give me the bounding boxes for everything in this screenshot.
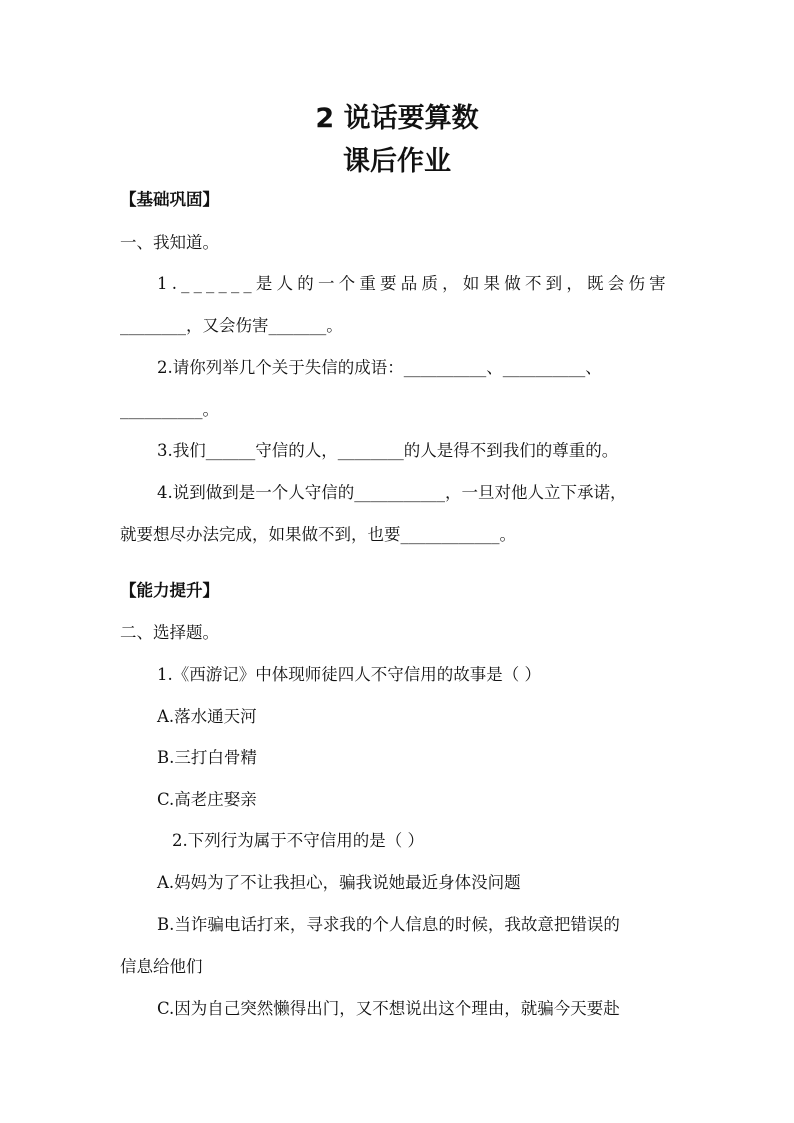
- section-ability: 【能力提升】: [120, 581, 219, 600]
- part2-q1-option-c: C.高老庄娶亲: [157, 790, 257, 809]
- part1-q2-line1: 2.请你列举几个关于失信的成语：__________、__________、: [157, 358, 602, 377]
- section-basic: 【基础巩固】: [120, 190, 219, 209]
- part2-q2-stem: 2.下列行为属于不守信用的是（ ）: [172, 831, 424, 850]
- part2-q2-option-b-line1: B.当诈骗电话打来，寻求我的个人信息的时候，我故意把错误的: [157, 915, 620, 934]
- lesson-title: 2 说话要算数: [315, 103, 479, 134]
- part2-q2-option-a: A.妈妈为了不让我担心，骗我说她最近身体没问题: [157, 873, 521, 892]
- part2-q2-option-c-line1: C.因为自己突然懒得出门，又不想说出这个理由，就骗今天要赴: [157, 999, 620, 1018]
- part2-heading: 二、选择题。: [120, 623, 219, 642]
- part2-q1-stem: 1.《西游记》中体现师徒四人不守信用的故事是（ ）: [157, 665, 541, 684]
- part2-q1-option-b: B.三打白骨精: [157, 748, 257, 767]
- part1-q4-line1: 4.说到做到是一个人守信的___________，一旦对他人立下承诺，: [157, 483, 627, 502]
- part1-heading: 一、我知道。: [120, 233, 219, 252]
- part2-q1-option-a: A.落水通天河: [157, 707, 257, 726]
- homework-title: 课后作业: [343, 146, 451, 177]
- part1-q1-line2: ________，又会伤害_______。: [120, 316, 343, 335]
- part1-q4-line2: 就要想尽办法完成，如果做不到，也要____________。: [120, 525, 516, 544]
- part1-q1-line1: 1.______是人的一个重要品质，如果做不到，既会伤害: [157, 274, 670, 293]
- part1-q3: 3.我们______守信的人，________的人是得不到我们的尊重的。: [157, 441, 619, 460]
- part1-q2-line2: __________。: [120, 400, 219, 419]
- part2-q2-option-b-line2: 信息给他们: [120, 957, 203, 976]
